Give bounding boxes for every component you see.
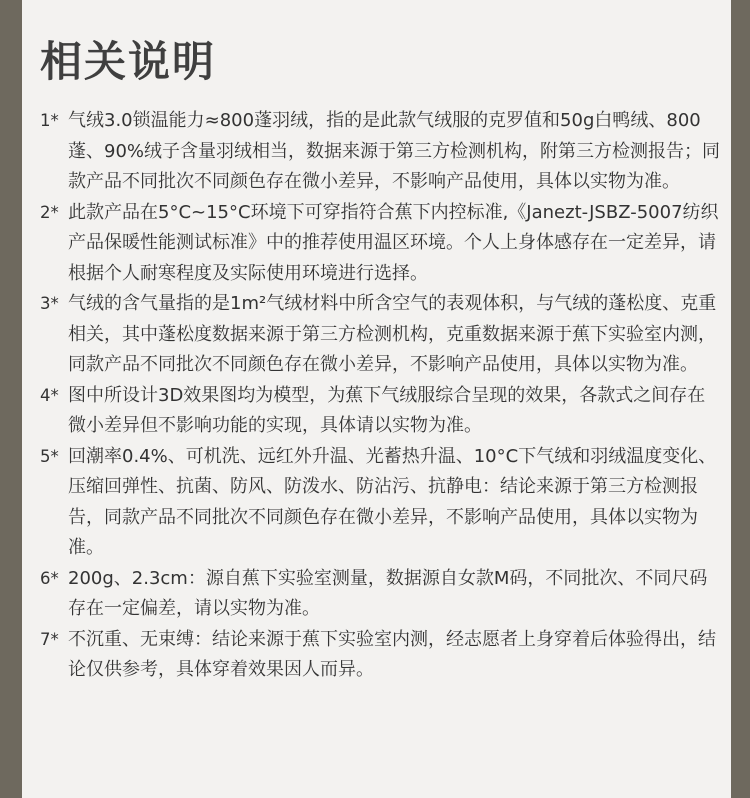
- note-number: 6*: [40, 568, 59, 588]
- note-number: 5*: [40, 446, 59, 466]
- note-text: 图中所设计3D效果图均为模型，为蕉下气绒服综合呈现的效果，各款式之间存在微小差异但不影响功能的实现，具体请以实物为准。: [68, 384, 706, 436]
- note-item-1: [40, 106, 720, 198]
- note-number: 1*: [40, 111, 59, 130]
- note-text: 此款产品在5°C~15°C环境下可穿指符合蕉下内控标准,《Janezt-JSBZ-5007纺织产品保暖性能测试标准》中的推荐使用温区环境。个人上身体感存在一定差异，请根据个人耐寒程度及实际使用环境进行选择。: [68, 201, 719, 284]
- note-number: 7*: [40, 629, 59, 649]
- notes-list: [40, 106, 720, 686]
- note-item-7: [40, 625, 720, 686]
- note-item-2: [40, 198, 720, 290]
- content-panel: [22, 0, 731, 798]
- note-text: 200g、2.3cm：源自蕉下实验室测量，数据源自女款M码，不同批次、不同尺码存在一定偏差，请以实物为准。: [68, 567, 708, 619]
- note-item-5: [40, 442, 720, 564]
- note-text: 气绒3.0锁温能力≈800蓬羽绒，指的是此款气绒服的克罗值和50g白鸭绒、800蓬、90%绒子含量羽绒相当，数据来源于第三方检测机构，附第三方检测报告；同款产品不同批次不同颜色存在微小差异，不影响产品使用，具体以实物为准。: [68, 110, 721, 192]
- note-item-4: [40, 381, 720, 442]
- note-text: 不沉重、无束缚：结论来源于蕉下实验室内测，经志愿者上身穿着后体验得出，结论仅供参考，具体穿着效果因人而异。: [68, 628, 716, 680]
- note-number: 2*: [40, 202, 59, 222]
- page-title: 相关说明: [40, 37, 217, 86]
- note-number: 4*: [40, 385, 59, 405]
- note-text: 气绒的含气量指的是1m²气绒材料中所含空气的表观体积，与气绒的蓬松度、克重相关，其中蓬松度数据来源于第三方检测机构，克重数据来源于蕉下实验室内测，同款产品不同批次不同颜色存在微小差异，不影响产品使用，具体以实物为准。: [68, 293, 717, 375]
- note-item-6: [40, 564, 720, 625]
- note-item-3: [40, 289, 720, 381]
- note-text: 回潮率0.4%、可机洗、远红外升温、光蓄热升温、10°C下气绒和羽绒温度变化、压缩回弹性、抗菌、防风、防泼水、防沾污、抗静电：结论来源于第三方检测报告，同款产品不同批次不同颜色存在微小差异，不影响产品使用，具体以实物为准。: [68, 445, 717, 558]
- note-number: 3*: [40, 294, 59, 313]
